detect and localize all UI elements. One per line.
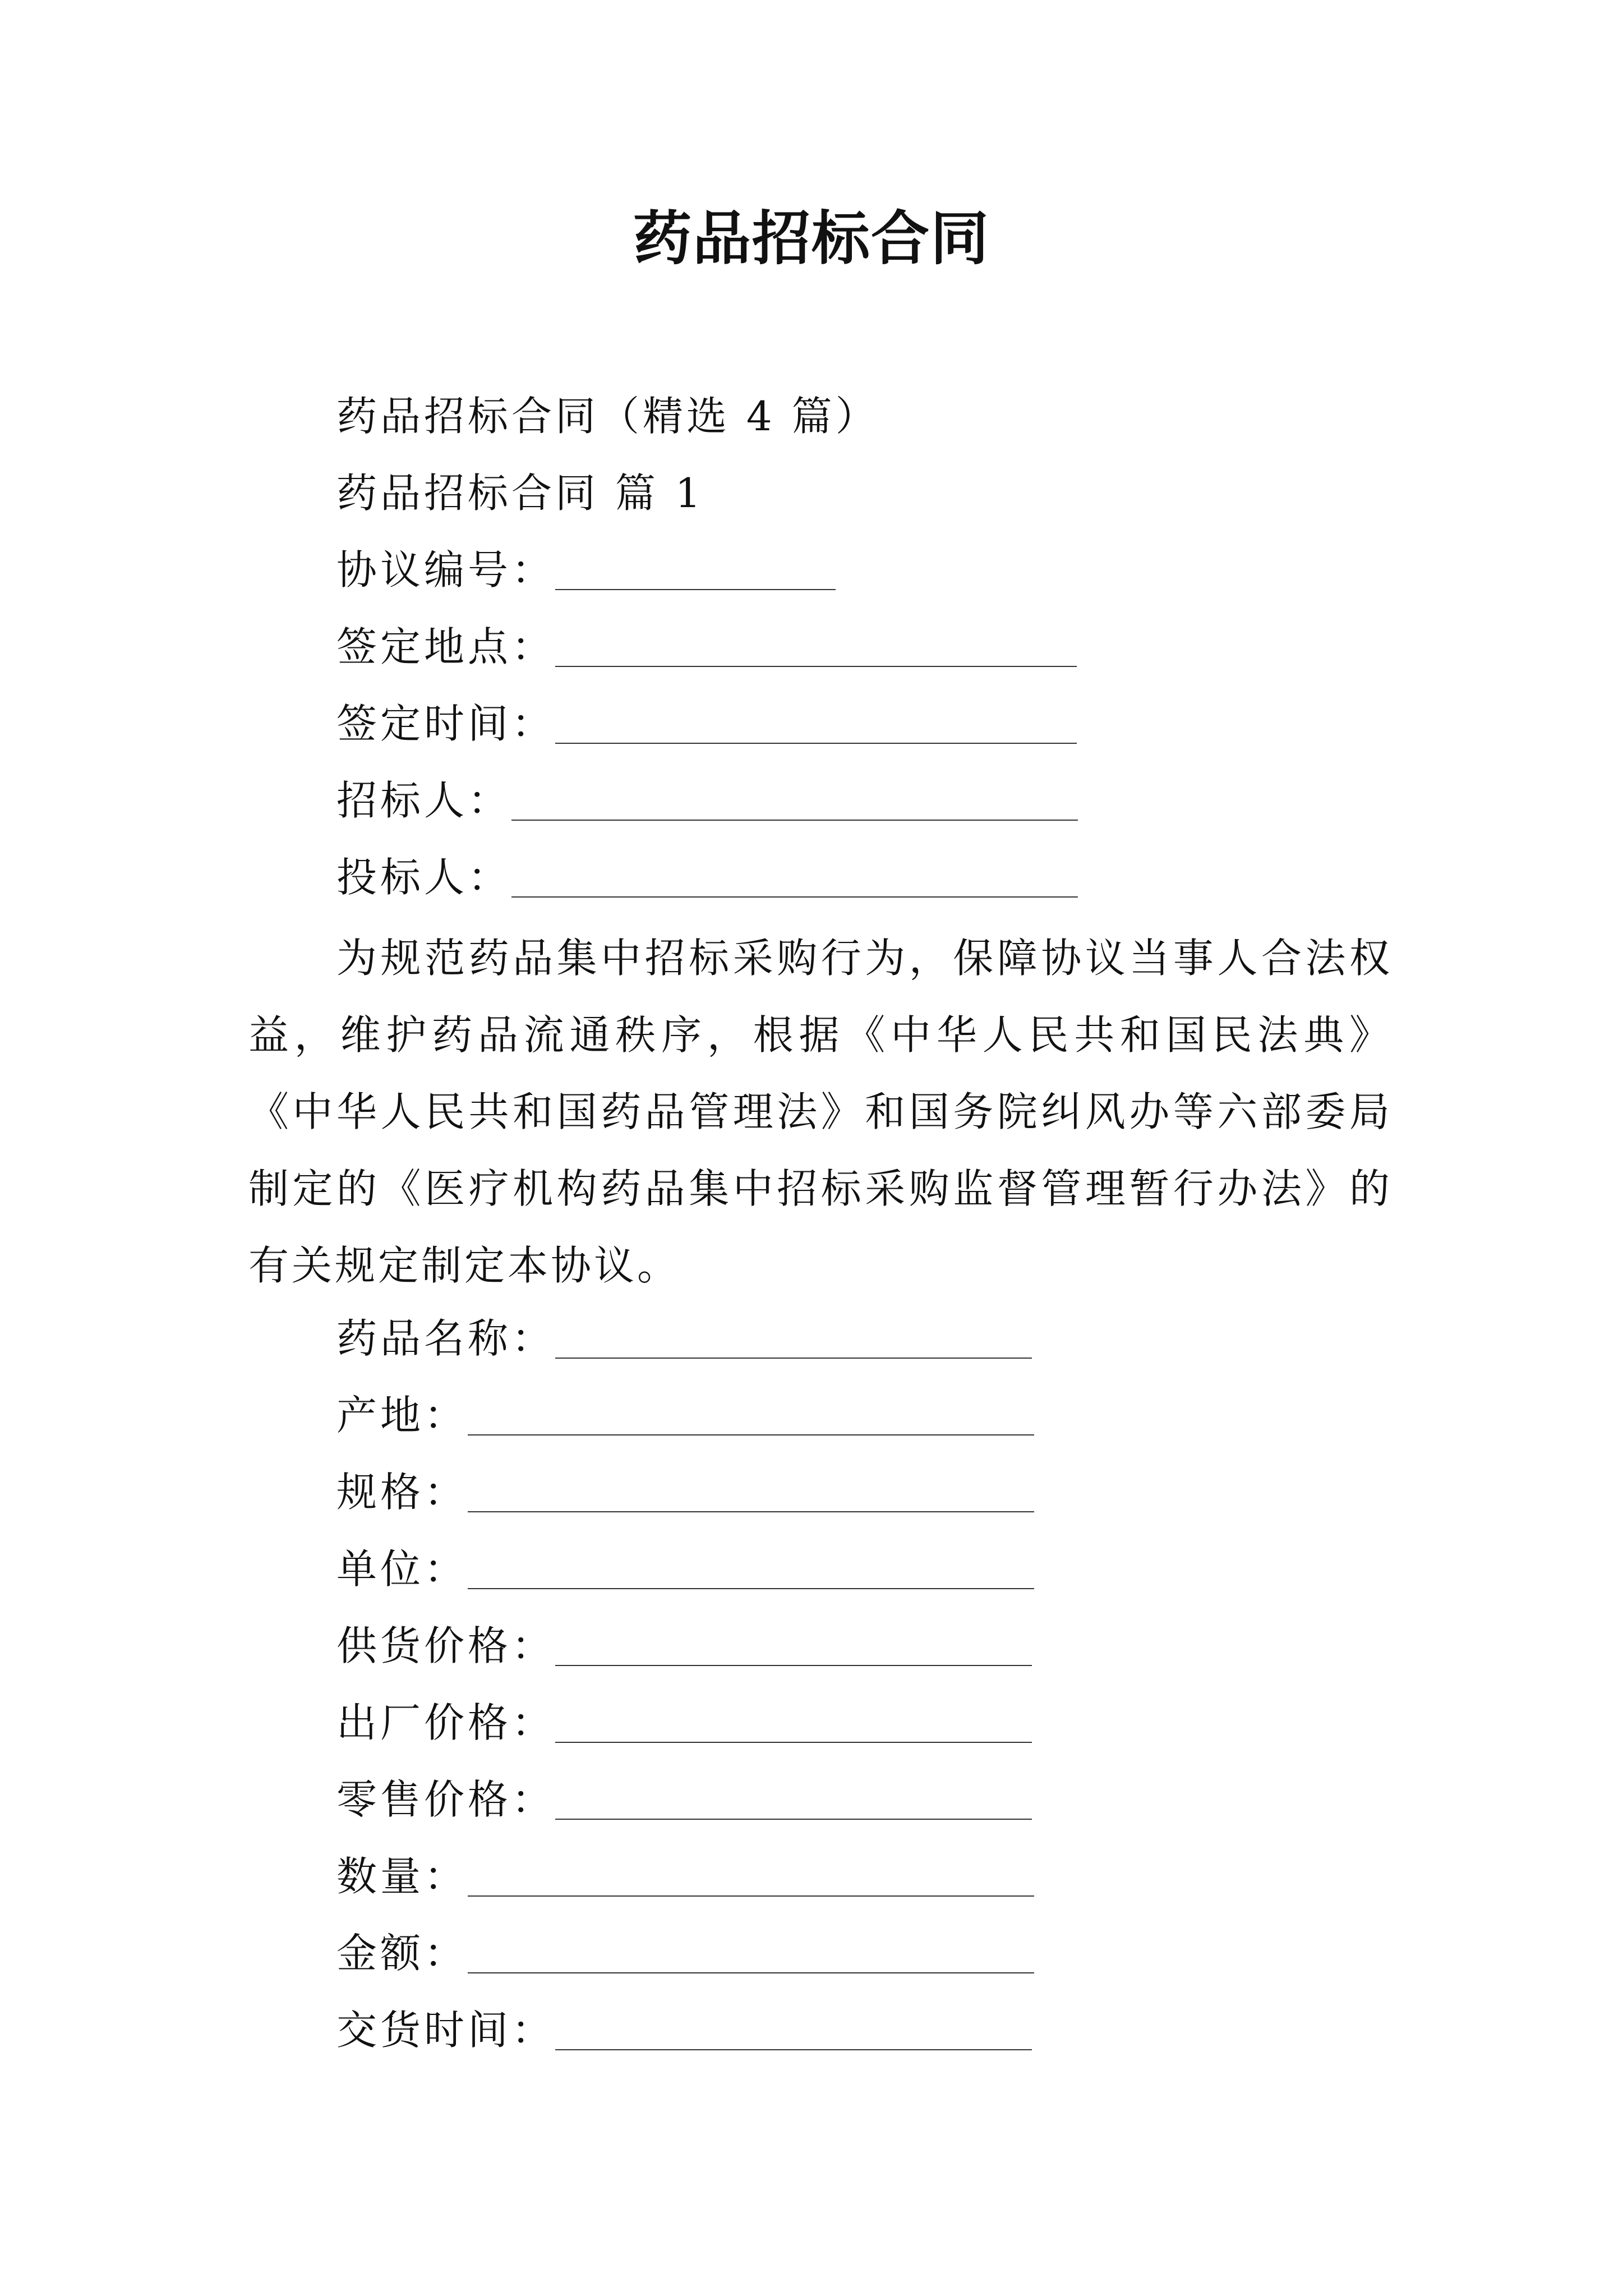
blank-line[interactable]: [555, 627, 1077, 667]
blank-line[interactable]: [468, 1472, 1034, 1512]
blank-line[interactable]: [555, 1626, 1032, 1666]
blank-line[interactable]: [468, 1549, 1034, 1589]
blank-line[interactable]: [555, 550, 836, 590]
field-drug-name: [336, 1310, 1032, 1366]
field-agreement-number: [336, 542, 836, 598]
field-label: 协议编号：: [336, 546, 556, 593]
subtitle-text: 药品招标合同（精选 4 篇）: [336, 393, 879, 440]
blank-line[interactable]: [555, 1779, 1032, 1820]
blank-line[interactable]: [555, 1318, 1032, 1359]
field-label: 签定地点：: [336, 623, 556, 670]
field-label: 金额：: [336, 1930, 468, 1977]
field-label: 单位：: [336, 1545, 468, 1593]
blank-line[interactable]: [511, 780, 1078, 821]
document-subtitle: [336, 388, 879, 444]
intro-paragraph: 为规范药品集中招标采购行为，保障协议当事人合法权益，维护药品流通秩序，根据《中华人民共和国民法典》《中华人民共和国药品管理法》和国务院纠风办等六部委局制定的《医疗机构药品集中招标采购监督管理暂行办法》的有关规定制定本协议。: [248, 935, 1393, 1289]
field-label: 产地：: [336, 1392, 468, 1439]
blank-line[interactable]: [468, 1395, 1034, 1435]
field-amount: [336, 1925, 1034, 1981]
field-label: 投标人：: [336, 854, 512, 901]
field-label: 数量：: [336, 1853, 468, 1900]
field-tenderer: [336, 772, 1078, 829]
field-label: 交货时间：: [336, 2007, 556, 2054]
field-unit: [336, 1541, 1034, 1597]
field-supply-price: [336, 1618, 1032, 1674]
field-label: 规格：: [336, 1469, 468, 1516]
blank-line[interactable]: [555, 2010, 1032, 2050]
blank-line[interactable]: [468, 1856, 1034, 1897]
field-label: 出厂价格：: [336, 1699, 556, 1746]
field-origin: [336, 1387, 1034, 1443]
document-title: 药品招标合同: [633, 204, 990, 273]
field-label: 签定时间：: [336, 700, 556, 747]
blank-line[interactable]: [555, 1703, 1032, 1743]
field-quantity: [336, 1848, 1034, 1904]
field-bidder: [336, 849, 1078, 905]
section-heading-text: 药品招标合同 篇 1: [336, 470, 704, 517]
field-signing-time: [336, 696, 1077, 752]
field-specification: [336, 1464, 1034, 1520]
field-retail-price: [336, 1772, 1032, 1828]
field-label: 供货价格：: [336, 1622, 556, 1669]
field-label: 零售价格：: [336, 1776, 556, 1823]
blank-line[interactable]: [511, 857, 1078, 898]
field-label: 招标人：: [336, 777, 512, 824]
field-delivery-time: [336, 2002, 1032, 2058]
field-signing-place: [336, 619, 1077, 675]
blank-line[interactable]: [555, 703, 1077, 744]
section-heading: [336, 465, 704, 521]
blank-line[interactable]: [468, 1933, 1034, 1973]
field-label: 药品名称：: [336, 1315, 556, 1362]
field-factory-price: [336, 1695, 1032, 1751]
